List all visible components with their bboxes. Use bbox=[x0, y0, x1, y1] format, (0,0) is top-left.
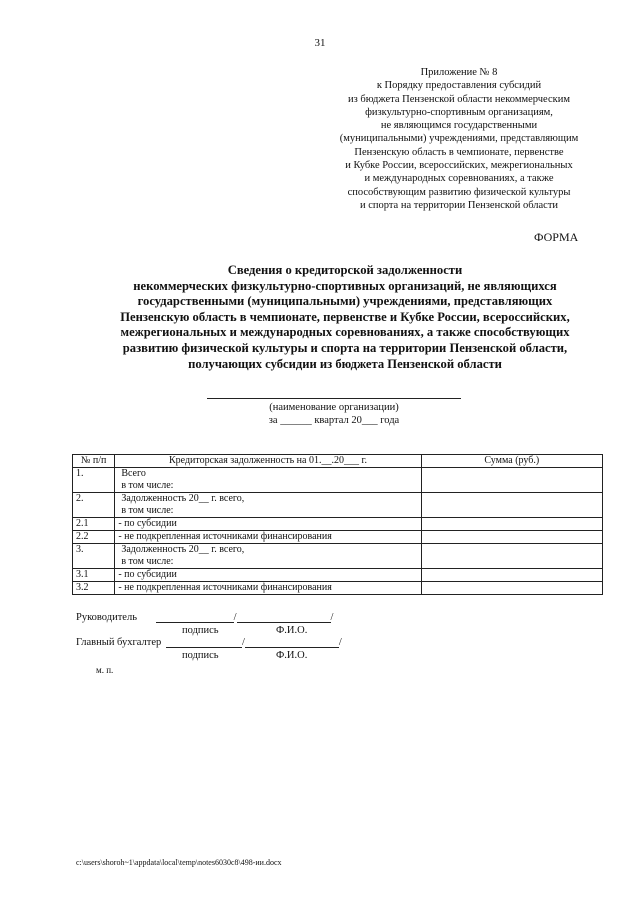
header-number: № п/п bbox=[73, 455, 115, 468]
row-description: - по субсидии bbox=[115, 518, 421, 531]
accountant-sign-caption: подпись bbox=[182, 650, 219, 661]
table-row bbox=[73, 468, 603, 493]
row-description bbox=[115, 544, 421, 569]
head-signature-line bbox=[76, 611, 333, 623]
table-row bbox=[73, 493, 603, 518]
row-description-line: в том числе: bbox=[121, 556, 174, 567]
appendix-line: и спорта на территории Пензенской области bbox=[359, 199, 559, 211]
stamp-place: м. п. bbox=[96, 665, 114, 675]
header-debt: Кредиторская задолженность на 01.__.20___ г. bbox=[115, 455, 421, 468]
row-description bbox=[115, 493, 421, 518]
row-number: 3.1 bbox=[73, 569, 115, 582]
appendix-line: и Кубке России, всероссийских, межрегиональных bbox=[345, 160, 573, 172]
appendix-line: и международных соревнованиях, а также bbox=[364, 173, 554, 185]
head-label: Руководитель bbox=[76, 612, 137, 623]
accountant-signature-line bbox=[76, 636, 342, 648]
table-row bbox=[73, 544, 603, 569]
table-row bbox=[73, 569, 603, 582]
appendix-line: к Порядку предоставления субсидий bbox=[376, 80, 542, 92]
table-header-row bbox=[73, 455, 603, 468]
row-description: - не подкрепленная источниками финансирования bbox=[115, 582, 421, 595]
row-description-line: в том числе: bbox=[121, 505, 174, 516]
row-sum bbox=[421, 518, 602, 531]
head-sign-caption: подпись bbox=[182, 625, 219, 636]
title-line: Сведения о кредиторской задолженности bbox=[227, 263, 463, 277]
row-description: - по субсидии bbox=[115, 569, 421, 582]
row-sum bbox=[421, 493, 602, 518]
table-row bbox=[73, 531, 603, 544]
row-sum bbox=[421, 544, 602, 569]
row-description-line: Всего bbox=[121, 468, 146, 479]
appendix-line: из бюджета Пензенской области некоммерческим bbox=[348, 93, 570, 105]
accountant-name-field bbox=[245, 636, 339, 648]
title-line: Пензенскую область в чемпионате, первенстве и Кубке России, всероссийских, bbox=[120, 309, 570, 324]
row-number: 2.1 bbox=[73, 518, 115, 531]
row-number: 2.2 bbox=[73, 531, 115, 544]
title-line: получающих субсидии из бюджета Пензенской области bbox=[188, 356, 502, 371]
row-number: 3. bbox=[73, 544, 115, 569]
slash: / bbox=[241, 637, 245, 648]
appendix-block bbox=[316, 66, 602, 212]
table-row bbox=[73, 582, 603, 595]
appendix-line: способствующим развитию физической культуры bbox=[347, 186, 571, 198]
appendix-line: не являющимся государственными bbox=[380, 120, 538, 132]
row-sum bbox=[421, 468, 602, 493]
row-sum bbox=[421, 582, 602, 595]
slash: / bbox=[233, 612, 237, 623]
head-signature-field bbox=[156, 611, 234, 623]
document-title bbox=[60, 263, 630, 372]
title-line: развитию физической культуры и спорта на территории Пензенской области, bbox=[122, 340, 568, 355]
appendix-line: Приложение № 8 bbox=[420, 67, 498, 78]
form-label: ФОРМА bbox=[534, 230, 579, 244]
accountant-name-caption: Ф.И.О. bbox=[276, 650, 308, 661]
row-description: - не подкрепленная источниками финансирования bbox=[115, 531, 421, 544]
row-description-line: Задолженность 20__ г. всего, bbox=[121, 493, 245, 504]
title-line: межрегиональных и международных соревнованиях, а также способствующих bbox=[120, 325, 570, 340]
appendix-line: (муниципальными) учреждениями, представляющим bbox=[339, 133, 579, 145]
page-number: 31 bbox=[314, 37, 326, 49]
appendix-line: физкультурно-спортивным организациям, bbox=[365, 106, 553, 118]
organization-label: (наименование организации) bbox=[269, 402, 399, 413]
table-row bbox=[73, 518, 603, 531]
row-description-line: в том числе: bbox=[121, 480, 174, 491]
header-sum: Сумма (руб.) bbox=[421, 455, 602, 468]
slash: / bbox=[338, 637, 342, 648]
row-number: 2. bbox=[73, 493, 115, 518]
row-number: 1. bbox=[73, 468, 115, 493]
head-name-field bbox=[237, 611, 331, 623]
row-sum bbox=[421, 569, 602, 582]
appendix-line: Пензенскую область в чемпионате, первенстве bbox=[354, 146, 564, 158]
row-description-line: Задолженность 20__ г. всего, bbox=[121, 544, 245, 555]
accountant-label: Главный бухгалтер bbox=[76, 637, 162, 648]
row-sum bbox=[421, 531, 602, 544]
accountant-signature-field bbox=[166, 636, 242, 648]
debt-table bbox=[72, 454, 603, 595]
title-line: государственными (муниципальными) учреждениями, представляющих bbox=[137, 294, 553, 309]
row-description bbox=[115, 468, 421, 493]
slash: / bbox=[330, 612, 334, 623]
head-name-caption: Ф.И.О. bbox=[276, 625, 308, 636]
quarter-line: за ______ квартал 20___ года bbox=[268, 415, 400, 426]
file-path-footer: c:\users\shoroh~1\appdata\local\temp\notes6030c8\498-ии.docx bbox=[76, 858, 282, 867]
title-line: некоммерческих физкультурно-спортивных организаций, не являющихся bbox=[133, 278, 557, 293]
row-number: 3.2 bbox=[73, 582, 115, 595]
organization-name-line bbox=[207, 398, 461, 399]
